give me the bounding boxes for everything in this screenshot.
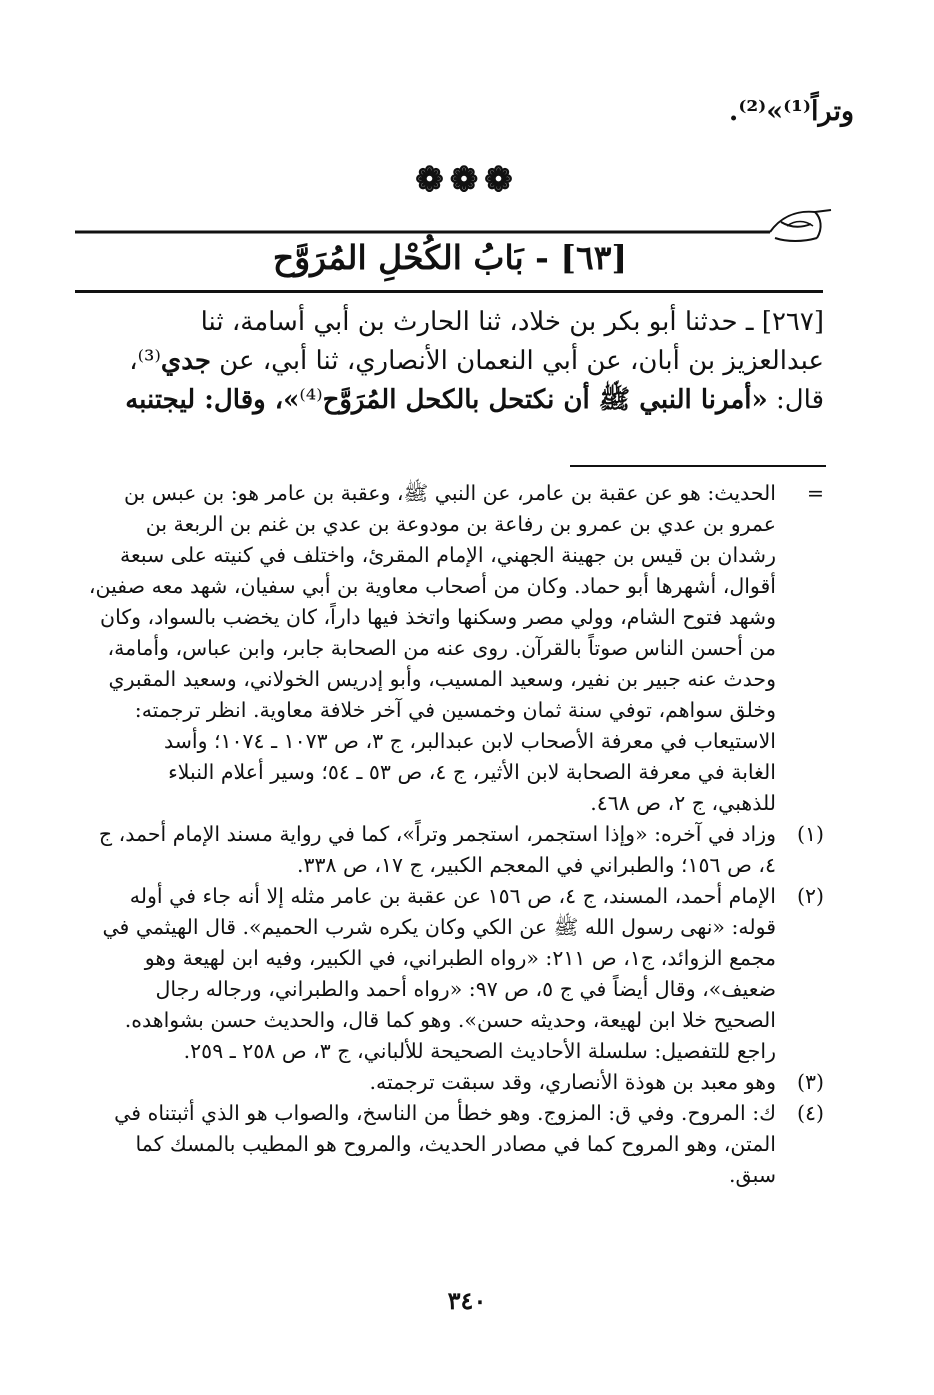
hadith-line-2-bold: جدي: [160, 346, 211, 376]
footnote-line: سبق.: [729, 1163, 776, 1187]
hadith-line-3-bold: «أمرنا النبي ﷺ أن نكتحل بالكحل المُرَوَّح: [322, 385, 768, 415]
footnote-marker: (٢): [796, 884, 824, 908]
chapter-separator: -: [523, 238, 561, 277]
footnote-line: ك: المروح. وفي ق: المزوج. وهو خطأ من الناسخ، والصواب هو الذي أثبتناه في: [114, 1101, 776, 1125]
hadith-line-3: [78, 381, 824, 420]
footnote-line: من أحسن الناس صوتاً بالقرآن. روى عنه من الصحابة جابر، وابن عباس، وأمامة،: [107, 636, 776, 660]
footnote-line: وخلق سواهم، توفي سنة ثمان وخمسين في آخر خلافة معاوية. انظر ترجمته:: [134, 698, 776, 722]
footnote-line: وهو معبد بن هوذة الأنصاري، وقد سبقت ترجمته.: [369, 1070, 776, 1094]
footnote-line: المتن، وهو المروح كما في مصادر الحديث، والمروح هو المطيب بالمسك كما: [135, 1132, 776, 1156]
footnote-2: [78, 881, 824, 1067]
footnote-marker: (٣): [796, 1070, 824, 1094]
footnote-line: الغابة في معرفة الصحابة لابن الأثير، ج ٤، ص ٥٣ ـ ٥٤؛ وسير أعلام النبلاء: [168, 760, 776, 784]
continuation-text: وتراً⁽¹⁾»⁽²⁾.: [728, 96, 854, 127]
page-number: ٣٤٠: [447, 1286, 487, 1315]
footnote-3: [78, 1067, 824, 1098]
hadith-text: [78, 303, 824, 420]
heading-rule: [75, 290, 823, 293]
footnote-line: الاستيعاب في معرفة الأصحاب لابن عبدالبر، ج ٣، ص ١٠٧٣ ـ ١٠٧٤؛ وأسد: [163, 729, 776, 753]
section-ornament: ❁❁❁: [415, 160, 519, 200]
footnote-line: للذهبي، ج ٢، ص ٤٦٨.: [590, 791, 776, 815]
footnote-line: أقوال، أشهرها أبو حماد. وكان من أصحاب معاوية بن أبي سفيان، شهد معه صفين،: [88, 574, 776, 598]
footnote-0: [78, 478, 824, 819]
hadith-line-2-ref: ⁽³⁾،: [129, 346, 161, 376]
footnote-line: الإمام أحمد، المسند، ج ٤، ص ١٥٦ عن عقبة بن عامر مثله إلا أنه جاء في أوله: [129, 884, 776, 908]
hadith-line-3-end: »، وقال: ليجتنبه: [125, 385, 300, 415]
hadith-line-2-text: عبدالعزيز بن أبان، عن أبي النعمان الأنصاري، ثنا أبي، عن: [210, 346, 824, 376]
hadith-line-1: [٢٦٧] ـ حدثنا أبو بكر بن خلاد، ثنا الحارث بن أبي أسامة، ثنا: [200, 307, 824, 337]
footnote-line: عمرو بن عدي بن عمرو بن رفاعة بن مودوعة بن عدي بن غنم بن الربعة بن: [145, 512, 776, 536]
footnote-line: ضعيف»، وقال أيضاً في ج ٥، ص ٩٧: «رواه أحمد والطبراني، ورجاله رجال: [155, 977, 776, 1001]
footnote-line: الصحيح خلا ابن لهيعة، وحديثه حسن». وهو كما قال، والحديث حسن بشواهده.: [124, 1008, 776, 1032]
chapter-title: بَابُ الكُحْلِ المُرَوَّح: [272, 238, 524, 277]
footnote-4: [78, 1098, 824, 1191]
footnote-line: رشدان بن قيس بن جهينة الجهني، الإمام المقرئ، واختلف في كنيته على سبعة: [120, 543, 776, 567]
footnote-line: مجمع الزوائد، ج١، ص ٢١١: «رواه الطبراني، في الكبير، وفيه ابن لهيعة وهو: [144, 946, 776, 970]
footnote-line: ٤، ص ١٥٦؛ والطبراني في المعجم الكبير، ج ١٧، ص ٣٣٨.: [296, 853, 776, 877]
hadith-line-2: [78, 342, 824, 381]
footnote-marker: =: [806, 481, 824, 505]
chapter-heading: [75, 238, 825, 277]
footnote-line: وزاد في آخره: «وإذا استجمر، استجمر وتراً»، كما في رواية مسند الإمام أحمد، ج: [98, 822, 776, 846]
footnotes: [78, 478, 824, 1191]
footnote-marker: (٤): [796, 1101, 824, 1125]
footnote-line: الحديث: هو عن عقبة بن عامر، عن النبي ﷺ، وعقبة بن عامر هو: بن عبس بن: [124, 481, 776, 505]
footnote-line: وحدث عنه جبير بن نفير، وسعيد المسيب، وأبو إدريس الخولاني، وسعيد المقبري: [108, 667, 776, 691]
footnote-marker: (١): [796, 822, 824, 846]
hadith-line-3-text: قال:: [767, 385, 824, 415]
footnote-separator: [570, 465, 826, 467]
footnote-line: قوله: «نهى رسول الله ﷺ عن الكي وكان يكره شرب الحميم». قال الهيثمي في: [102, 915, 776, 939]
hadith-line-3-ref: ⁽⁴⁾: [299, 385, 323, 415]
footnote-1: [78, 819, 824, 881]
chapter-number: [٦٣]: [560, 238, 628, 277]
footnote-line: وشهد فتوح الشام، وولي مصر وسكنها واتخذ فيها داراً، كان يخضب بالسواد، وكان: [100, 605, 776, 629]
footnote-line: راجع للتفصيل: سلسلة الأحاديث الصحيحة للألباني، ج ٣، ص ٢٥٨ ـ ٢٥٩.: [183, 1039, 776, 1063]
